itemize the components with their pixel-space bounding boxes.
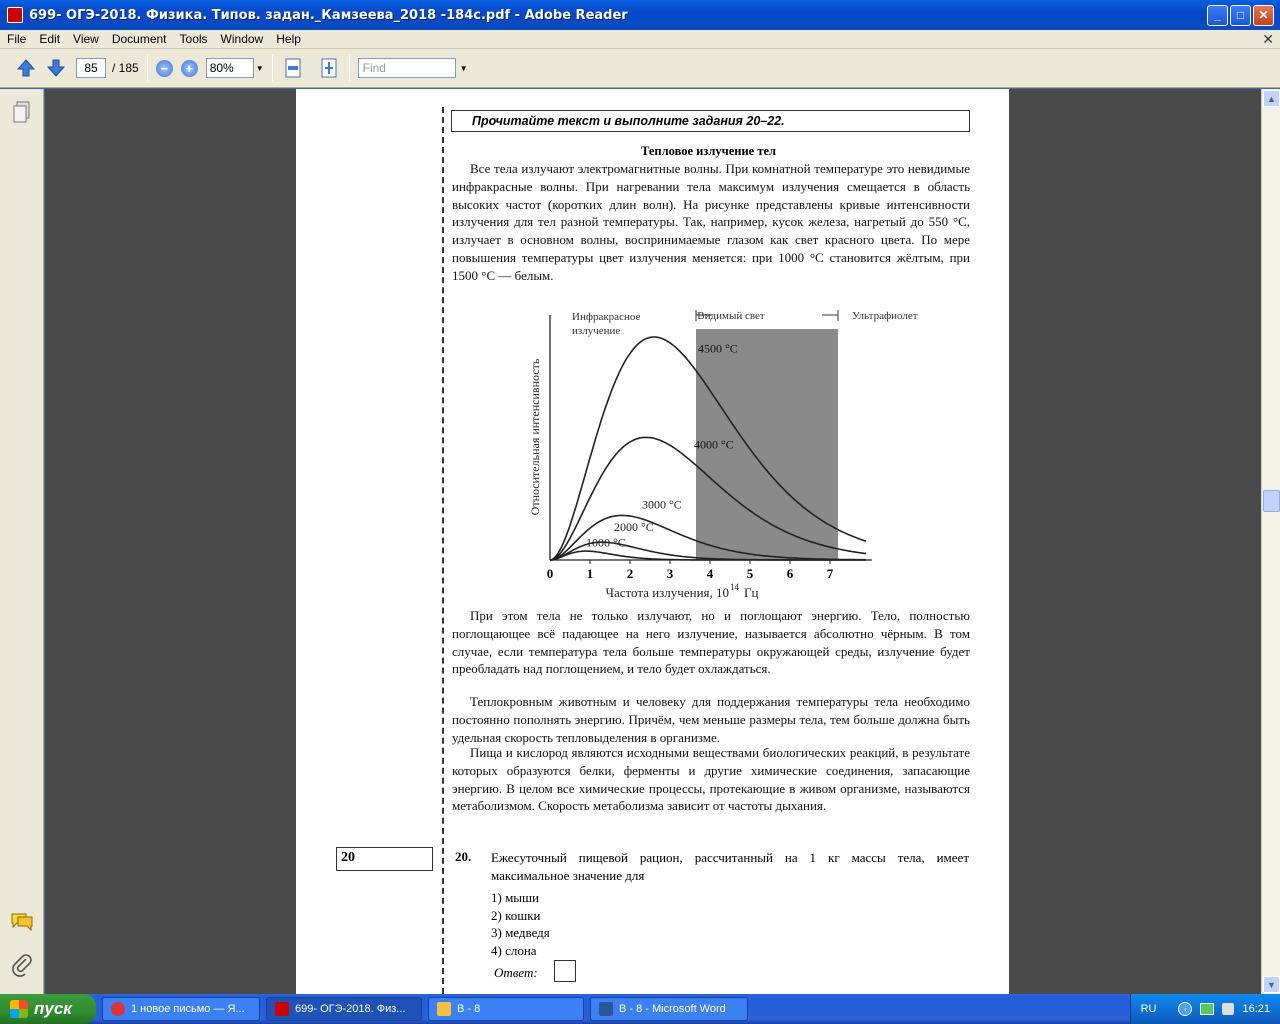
taskbar-item-reader[interactable] [266, 997, 422, 1021]
system-tray [1130, 994, 1280, 1024]
minimize-button[interactable]: _ [1207, 5, 1228, 26]
document-viewer[interactable] [45, 89, 1261, 994]
menu-document[interactable]: Document [111, 32, 167, 46]
answer-options [491, 889, 550, 959]
x-tick-label: 3 [666, 566, 674, 581]
taskbar-item-folder[interactable] [428, 997, 584, 1021]
x-axis-label-unit: Гц [744, 585, 759, 600]
curve-label-4500: 4500 °C [698, 341, 738, 356]
toolbar-divider [147, 55, 148, 81]
option-3: 3) медведя [491, 925, 550, 941]
toolbar [0, 49, 1280, 88]
close-button[interactable]: ✕ [1253, 5, 1274, 26]
uv-label: Ультрафиолет [852, 310, 918, 322]
language-indicator[interactable]: RU [1140, 1003, 1157, 1015]
x-axis-label: Частота излучения, 10 [605, 585, 729, 600]
menu-file[interactable]: File [7, 32, 27, 46]
page-number-input[interactable]: 85 [76, 58, 106, 78]
pdf-page [296, 89, 1009, 994]
menu-view[interactable]: View [73, 32, 99, 46]
toolbar-divider [272, 55, 273, 81]
windows-logo-icon [10, 1000, 28, 1018]
ir-label-2: излучение [572, 325, 621, 337]
question-text: Ежесуточный пищевой рацион, рассчитанный на 1 кг массы тела, имеет максимальное значение для [491, 850, 969, 883]
x-tick-label: 2 [626, 566, 634, 581]
fit-window-button[interactable] [317, 56, 341, 80]
folder-icon [437, 1002, 451, 1016]
fit-page-icon [284, 58, 302, 78]
volume-icon[interactable] [1222, 1003, 1234, 1015]
visible-light-label: Видимый свет [697, 310, 765, 322]
paragraph-2: При этом тела не только излучают, но и поглощают энергию. Тело, полностью поглощающее всё падающее на него излучение, называется абсолютно чёрным. В том случае, если температура тела больше температуры окружающей среды, излучение будет преобладать над поглощением, и тело будет охлаждаться. [452, 608, 970, 677]
taskbar-item-label: В - 8 [457, 1003, 481, 1015]
curve-label-4000: 4000 °C [694, 437, 734, 452]
taskbar-item-label: 699- ОГЭ-2018. Физ... [295, 1003, 406, 1015]
menu-bar [0, 30, 1280, 49]
taskbar-item-label: В - 8 - Microsoft Word [619, 1003, 726, 1015]
comments-icon[interactable] [10, 911, 34, 931]
x-tick-label: 7 [826, 566, 834, 581]
yandex-browser-icon [111, 1002, 125, 1016]
tray-expand-icon[interactable]: ‹ [1178, 1002, 1192, 1016]
zoom-input[interactable]: 80% [206, 58, 254, 78]
x-tick-label: 4 [706, 566, 714, 581]
zoom-in-button[interactable]: + [181, 60, 198, 77]
find-input[interactable]: Find [358, 58, 456, 78]
pages-icon[interactable] [12, 101, 32, 125]
answer-number-box: 20 [336, 847, 433, 871]
arrow-down-icon [46, 58, 66, 78]
toolbar-divider [349, 55, 350, 81]
taskbar-item-label: 1 новое письмо — Я... [131, 1003, 245, 1015]
menu-window[interactable]: Window [220, 32, 264, 46]
attachment-icon[interactable] [11, 953, 33, 977]
close-document-icon[interactable]: ✕ [1262, 30, 1274, 47]
title-bar [0, 0, 1280, 30]
menu-help[interactable]: Help [276, 32, 301, 46]
adobe-reader-icon [7, 7, 23, 23]
paragraph-3: Теплокровным животным и человеку для поддержания температуры тела необходимо постоянно пополнять энергию. Причём, чем меньше размеры тела, тем больше должна быть удельная скорость тепловыделения в организме. [452, 694, 970, 745]
answer-label: Ответ: [494, 965, 538, 980]
ir-label: Инфракрасное [572, 311, 641, 323]
paragraph-1: Все тела излучают электромагнитные волны. При комнатной температуре это невидимые инфракрасные волны. При нагревании тела максимум излучения смещается в область высоких частот (коротких длин волн). На рисунке представлены кривые интенсивности излучения для тел разной температуры. Так, например, кусок железа, нагретый до 550 °С, излучает в основном волны, воспринимаемые глазом как свет красного цвета. По мере повышения температуры цвет излучения меняется: при 1000 °С становится жёлтым, при 1500 °С — белым. [452, 161, 970, 283]
taskbar-item-browser[interactable] [102, 997, 260, 1021]
start-button[interactable] [0, 994, 96, 1024]
answer-box [554, 960, 576, 982]
arrow-up-icon [16, 58, 36, 78]
fit-window-icon [320, 58, 338, 78]
curve-label-2000: 2000 °C [614, 520, 654, 535]
x-ticks [547, 560, 834, 581]
x-tick-label: 6 [786, 566, 794, 581]
question-number: 20. [455, 849, 472, 864]
scroll-up-icon[interactable]: ▲ [1263, 90, 1280, 107]
curve-label-3000: 3000 °C [642, 497, 682, 512]
vertical-scrollbar[interactable] [1261, 89, 1280, 994]
y-axis-label: Относительная интенсивность [528, 358, 542, 516]
zoom-dropdown-icon[interactable]: ▼ [255, 63, 264, 73]
menu-edit[interactable]: Edit [39, 32, 61, 46]
option-2: 2) кошки [491, 907, 541, 923]
option-1: 1) мыши [491, 890, 540, 905]
previous-page-button[interactable] [14, 56, 38, 80]
curve-label-1000: 1000 °C [586, 535, 626, 550]
x-axis-label-exponent: 14 [730, 582, 739, 592]
next-page-button[interactable] [44, 56, 68, 80]
start-label: пуск [34, 999, 72, 1018]
radiation-chart [522, 307, 922, 607]
navigation-panel [0, 89, 44, 994]
taskbar [0, 994, 1280, 1024]
section-title: Тепловое излучение тел [641, 144, 777, 158]
x-tick-label: 5 [746, 566, 754, 581]
x-tick-label: 1 [586, 566, 594, 581]
maximize-button[interactable]: □ [1230, 5, 1251, 26]
option-4: 4) слона [491, 942, 537, 958]
scroll-thumb[interactable] [1263, 490, 1280, 512]
page-total: / 185 [112, 61, 139, 75]
zoom-out-button[interactable]: − [156, 60, 173, 77]
clock[interactable]: 16:21 [1242, 1003, 1270, 1015]
pdf-icon [275, 1002, 289, 1016]
paragraph-4: Пища и кислород являются исходными веществами биологических реакций, в результате которых образуются белки, ферменты и другие химические соединения, запасающие энергию. В целом все химические процессы, протекающие в живом организме, называются метаболизмом. Скорость метаболизма зависит от частоты дыхания. [452, 745, 970, 814]
network-icon[interactable] [1200, 1003, 1214, 1015]
word-icon [599, 1002, 613, 1016]
window-title: 699- ОГЭ-2018. Физика. Типов. задан._Камзеева_2018 -184с.pdf - Adobe Reader [29, 7, 628, 23]
taskbar-item-word[interactable] [590, 997, 748, 1021]
menu-tools[interactable]: Tools [179, 32, 208, 46]
scroll-down-icon[interactable]: ▼ [1263, 976, 1280, 993]
find-dropdown-icon[interactable]: ▼ [459, 63, 468, 73]
cut-line [442, 107, 444, 994]
fit-width-button[interactable] [281, 56, 305, 80]
instruction-box: Прочитайте текст и выполните задания 20–22. [451, 110, 970, 132]
x-tick-label: 0 [546, 566, 554, 581]
